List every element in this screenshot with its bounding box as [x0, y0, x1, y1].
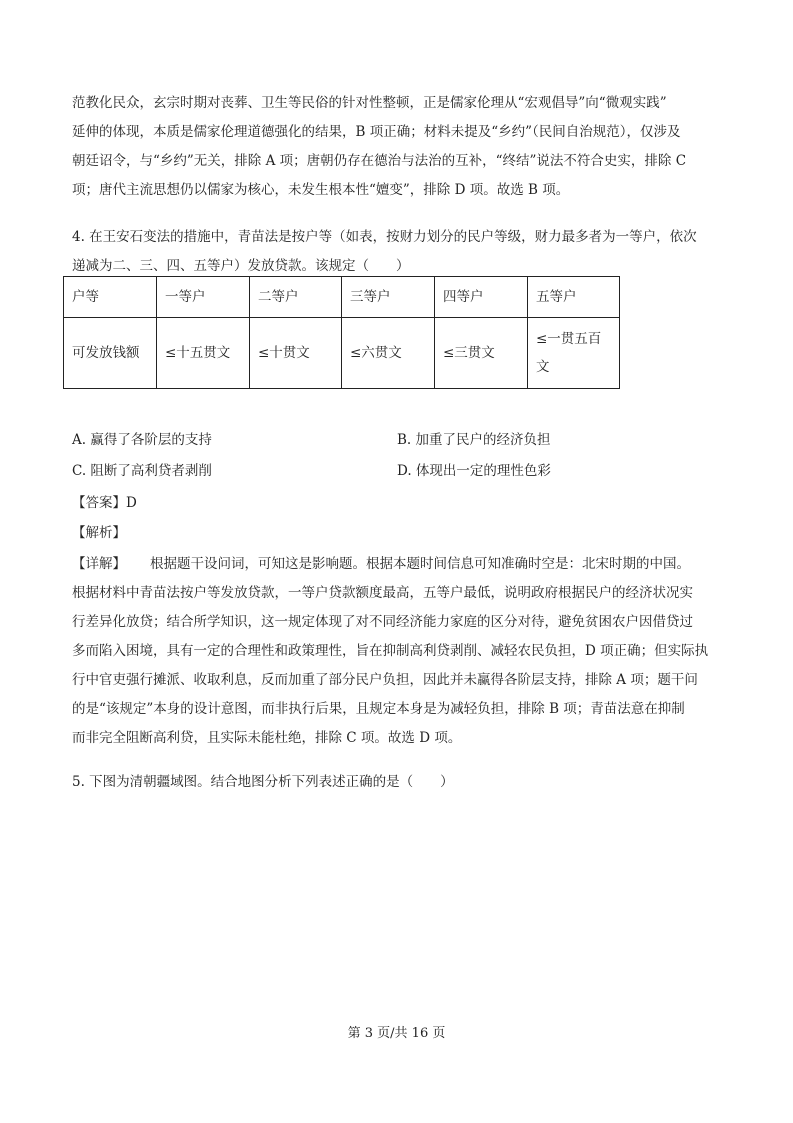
table-header-cell: 户等 [64, 277, 157, 318]
table-header-cell: 五等户 [528, 277, 620, 318]
detail-line: 根据题干设问词，可知这是影响题。根据本题时间信息可知准确时空是：北宋时期的中国。 [150, 556, 690, 572]
detail-line: 的是“该规定”本身的设计意图，而非执行后果，且规定本身是为减轻负担，排除 B 项；青苗法意在抑制 [72, 701, 685, 717]
table-cell: ≤三贯文 [435, 318, 528, 389]
loan-amount-table [63, 276, 620, 389]
detail-line: 根据材料中青苗法按户等发放贷款，一等户贷款额度最高，五等户最低，说明政府根据民户的经济状况实 [72, 585, 693, 601]
detail-label: 【详解】 [72, 556, 126, 572]
table-header-cell: 四等户 [435, 277, 528, 318]
intro-line: 项；唐代主流思想仍以儒家为核心，未发生根本性“嬗变”，排除 D 项。故选 B 项。 [72, 182, 570, 198]
table-header-row [64, 277, 620, 318]
option-c: C. 阻断了高利贷者剥削 [72, 463, 212, 479]
intro-paragraph [72, 89, 722, 205]
option-b: B. 加重了民户的经济负担 [397, 432, 551, 448]
detail-line: 多而陷入困境，具有一定的合理性和政策理性，旨在抑制高利贷剥削、减轻农民负担，D 项正确；但实际执 [72, 643, 709, 659]
detail-line: 而非完全阻断高利贷，且实际未能杜绝，排除 C 项。故选 D 项。 [72, 730, 462, 746]
table-cell: ≤十五贯文 [157, 318, 250, 389]
option-a: A. 赢得了各阶层的支持 [72, 432, 212, 448]
option-d: D. 体现出一定的理性色彩 [397, 463, 551, 479]
intro-line: 朝廷诏令，与“乡约”无关，排除 A 项；唐朝仍存在德治与法治的互补，“终结”说法不符合史实，排除 C [72, 153, 687, 169]
question-5-stem: 5. 下图为清朝疆域图。结合地图分析下列表述正确的是（ ） [72, 774, 454, 790]
table-cell: ≤六贯文 [342, 318, 435, 389]
question-4-stem-line: 递减为二、三、四、五等户）发放贷款。该规定（ ） [72, 258, 410, 274]
analysis-label: 【解析】 [72, 525, 126, 541]
detail-paragraph [72, 550, 722, 753]
question-4-stem [72, 223, 722, 281]
answer-label: 【答案】D [72, 495, 137, 511]
table-cell: ≤十贯文 [250, 318, 342, 389]
intro-line: 延伸的体现，本质是儒家伦理道德强化的结果，B 项正确；材料未提及“乡约”（民间自治规范），仅涉及 [72, 124, 681, 140]
table-header-cell: 一等户 [157, 277, 250, 318]
detail-line: 行中官吏强行摊派、收取利息，反而加重了部分民户负担，因此并未赢得各阶层支持，排除 A 项；题干问 [72, 672, 698, 688]
table-row-label: 可发放钱额 [64, 318, 157, 389]
table-header-cell: 二等户 [250, 277, 342, 318]
table-row [64, 318, 620, 389]
detail-first-line [72, 550, 722, 579]
table-cell-line: 文 [536, 359, 550, 375]
table-cell-line: ≤一贯五百 [536, 331, 602, 347]
detail-line: 行差异化放贷；结合所学知识，这一规定体现了对不同经济能力家庭的区分对待，避免贫困农户因借贷过 [72, 614, 693, 630]
table-cell [528, 318, 620, 389]
table-header-cell: 三等户 [342, 277, 435, 318]
intro-line: 范教化民众，玄宗时期对丧葬、卫生等民俗的针对性整顿，正是儒家伦理从“宏观倡导”向“微观实践” [72, 95, 667, 111]
page-footer: 第 3 页/共 16 页 [347, 1026, 446, 1041]
question-4-stem-line: 4. 在王安石变法的措施中，青苗法是按户等（如表，按财力划分的民户等级，财力最多者为一等户，依次 [72, 229, 697, 245]
